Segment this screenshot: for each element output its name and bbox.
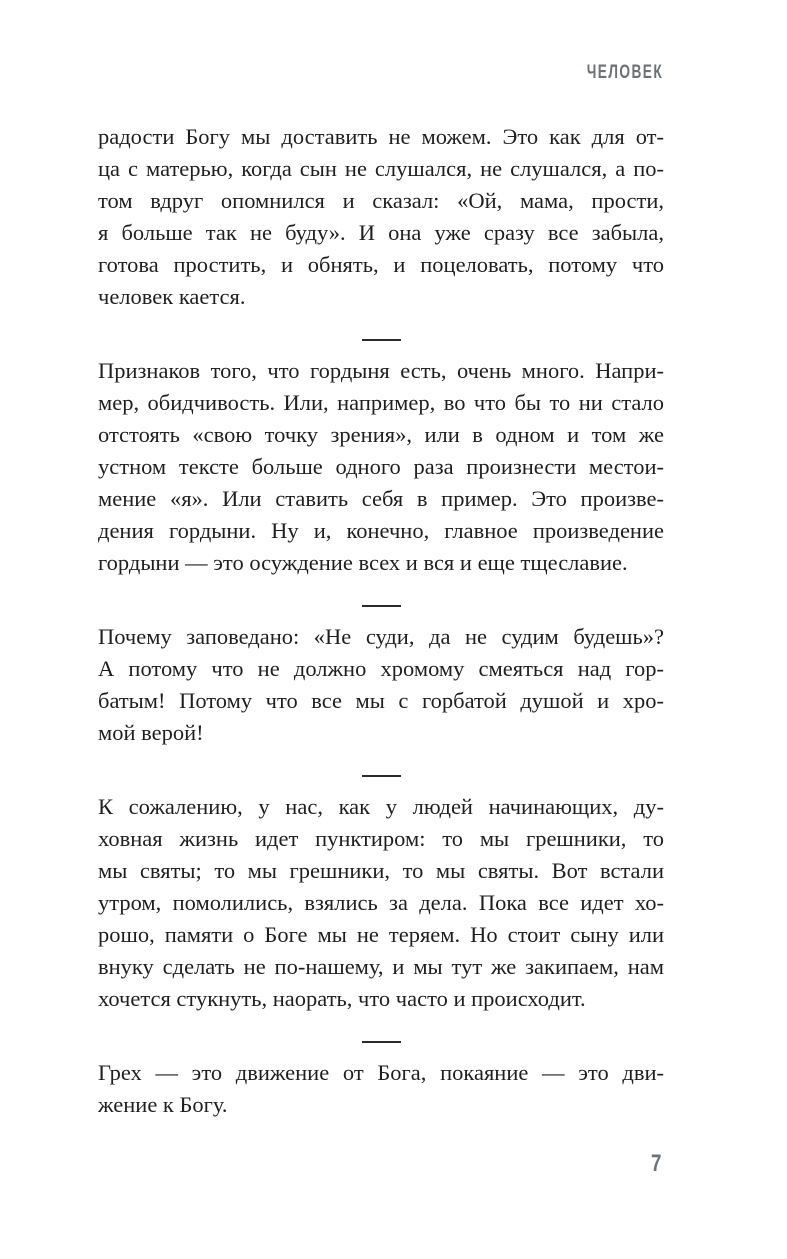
text-line: я больше так не буду». И она уже сразу все забыла, [98,220,664,245]
text-line: мы святы; то мы грешники, то мы святы. Вот встали [98,858,664,883]
text-line: батым! Потому что все мы с горбатой душой и хро- [98,688,664,713]
text-line: радости Богу мы доставить не можем. Это как для от- [98,124,664,149]
text-line: ховная жизнь идет пунктиром: то мы грешники, то [98,826,664,851]
text-line: дения гордыни. Ну и, конечно, главное произведение [98,518,664,543]
text-line: внуку сделать не по-нашему, и мы тут же закипаем, нам [98,954,664,979]
text-line: мение «я». Или ставить себя в пример. Это произве- [98,486,664,511]
section-divider [362,775,401,777]
section-divider [362,1041,401,1043]
text-line: хочется стукнуть, наорать, что часто и происходит. [98,986,586,1011]
text-line: Признаков того, что гордыня есть, очень много. Напри- [98,358,664,383]
section-divider [362,605,401,607]
text-line: А потому что не должно хромому смеяться над гор- [98,656,664,681]
text-line: К сожалению, у нас, как у людей начинающих, ду- [98,794,664,819]
text-line: Почему заповедано: «Не суди, да не судим будешь»? [98,624,664,649]
text-line: готова простить, и обнять, и поцеловать, потому что [98,252,664,277]
text-line: мер, обидчивость. Или, например, во что бы то ни стало [98,390,664,415]
paragraph [98,355,664,579]
text-line: отстоять «свою точку зрения», или в одном и том же [98,422,664,447]
text-line: гордыни — это осуждение всех и вся и еще тщеславие. [98,550,628,575]
section-divider [362,339,401,341]
text-line: Грех — это движение от Бога, покаяние — это дви- [98,1060,664,1085]
paragraph [98,121,664,313]
paragraph [98,791,664,1015]
text-line: утром, помолились, взялись за дела. Пока все идет хо- [98,890,664,915]
running-title: ЧЕЛОВЕК [586,62,663,83]
text-line: устном тексте больше одного раза произнести местои- [98,454,664,479]
page-body [98,121,664,1121]
text-line: рошо, памяти о Боге мы не теряем. Но стоит сыну или [98,922,664,947]
text-line: том вдруг опомнился и сказал: «Ой, мама, прости, [98,188,664,213]
text-line: ца с матерью, когда сын не слушался, не слушался, а по- [98,156,664,181]
page-number: 7 [650,1150,661,1177]
paragraph [98,621,664,749]
text-line: жение к Богу. [98,1092,228,1117]
text-line: человек кается. [98,284,246,309]
paragraph [98,1057,664,1121]
text-line: мой верой! [98,720,204,745]
